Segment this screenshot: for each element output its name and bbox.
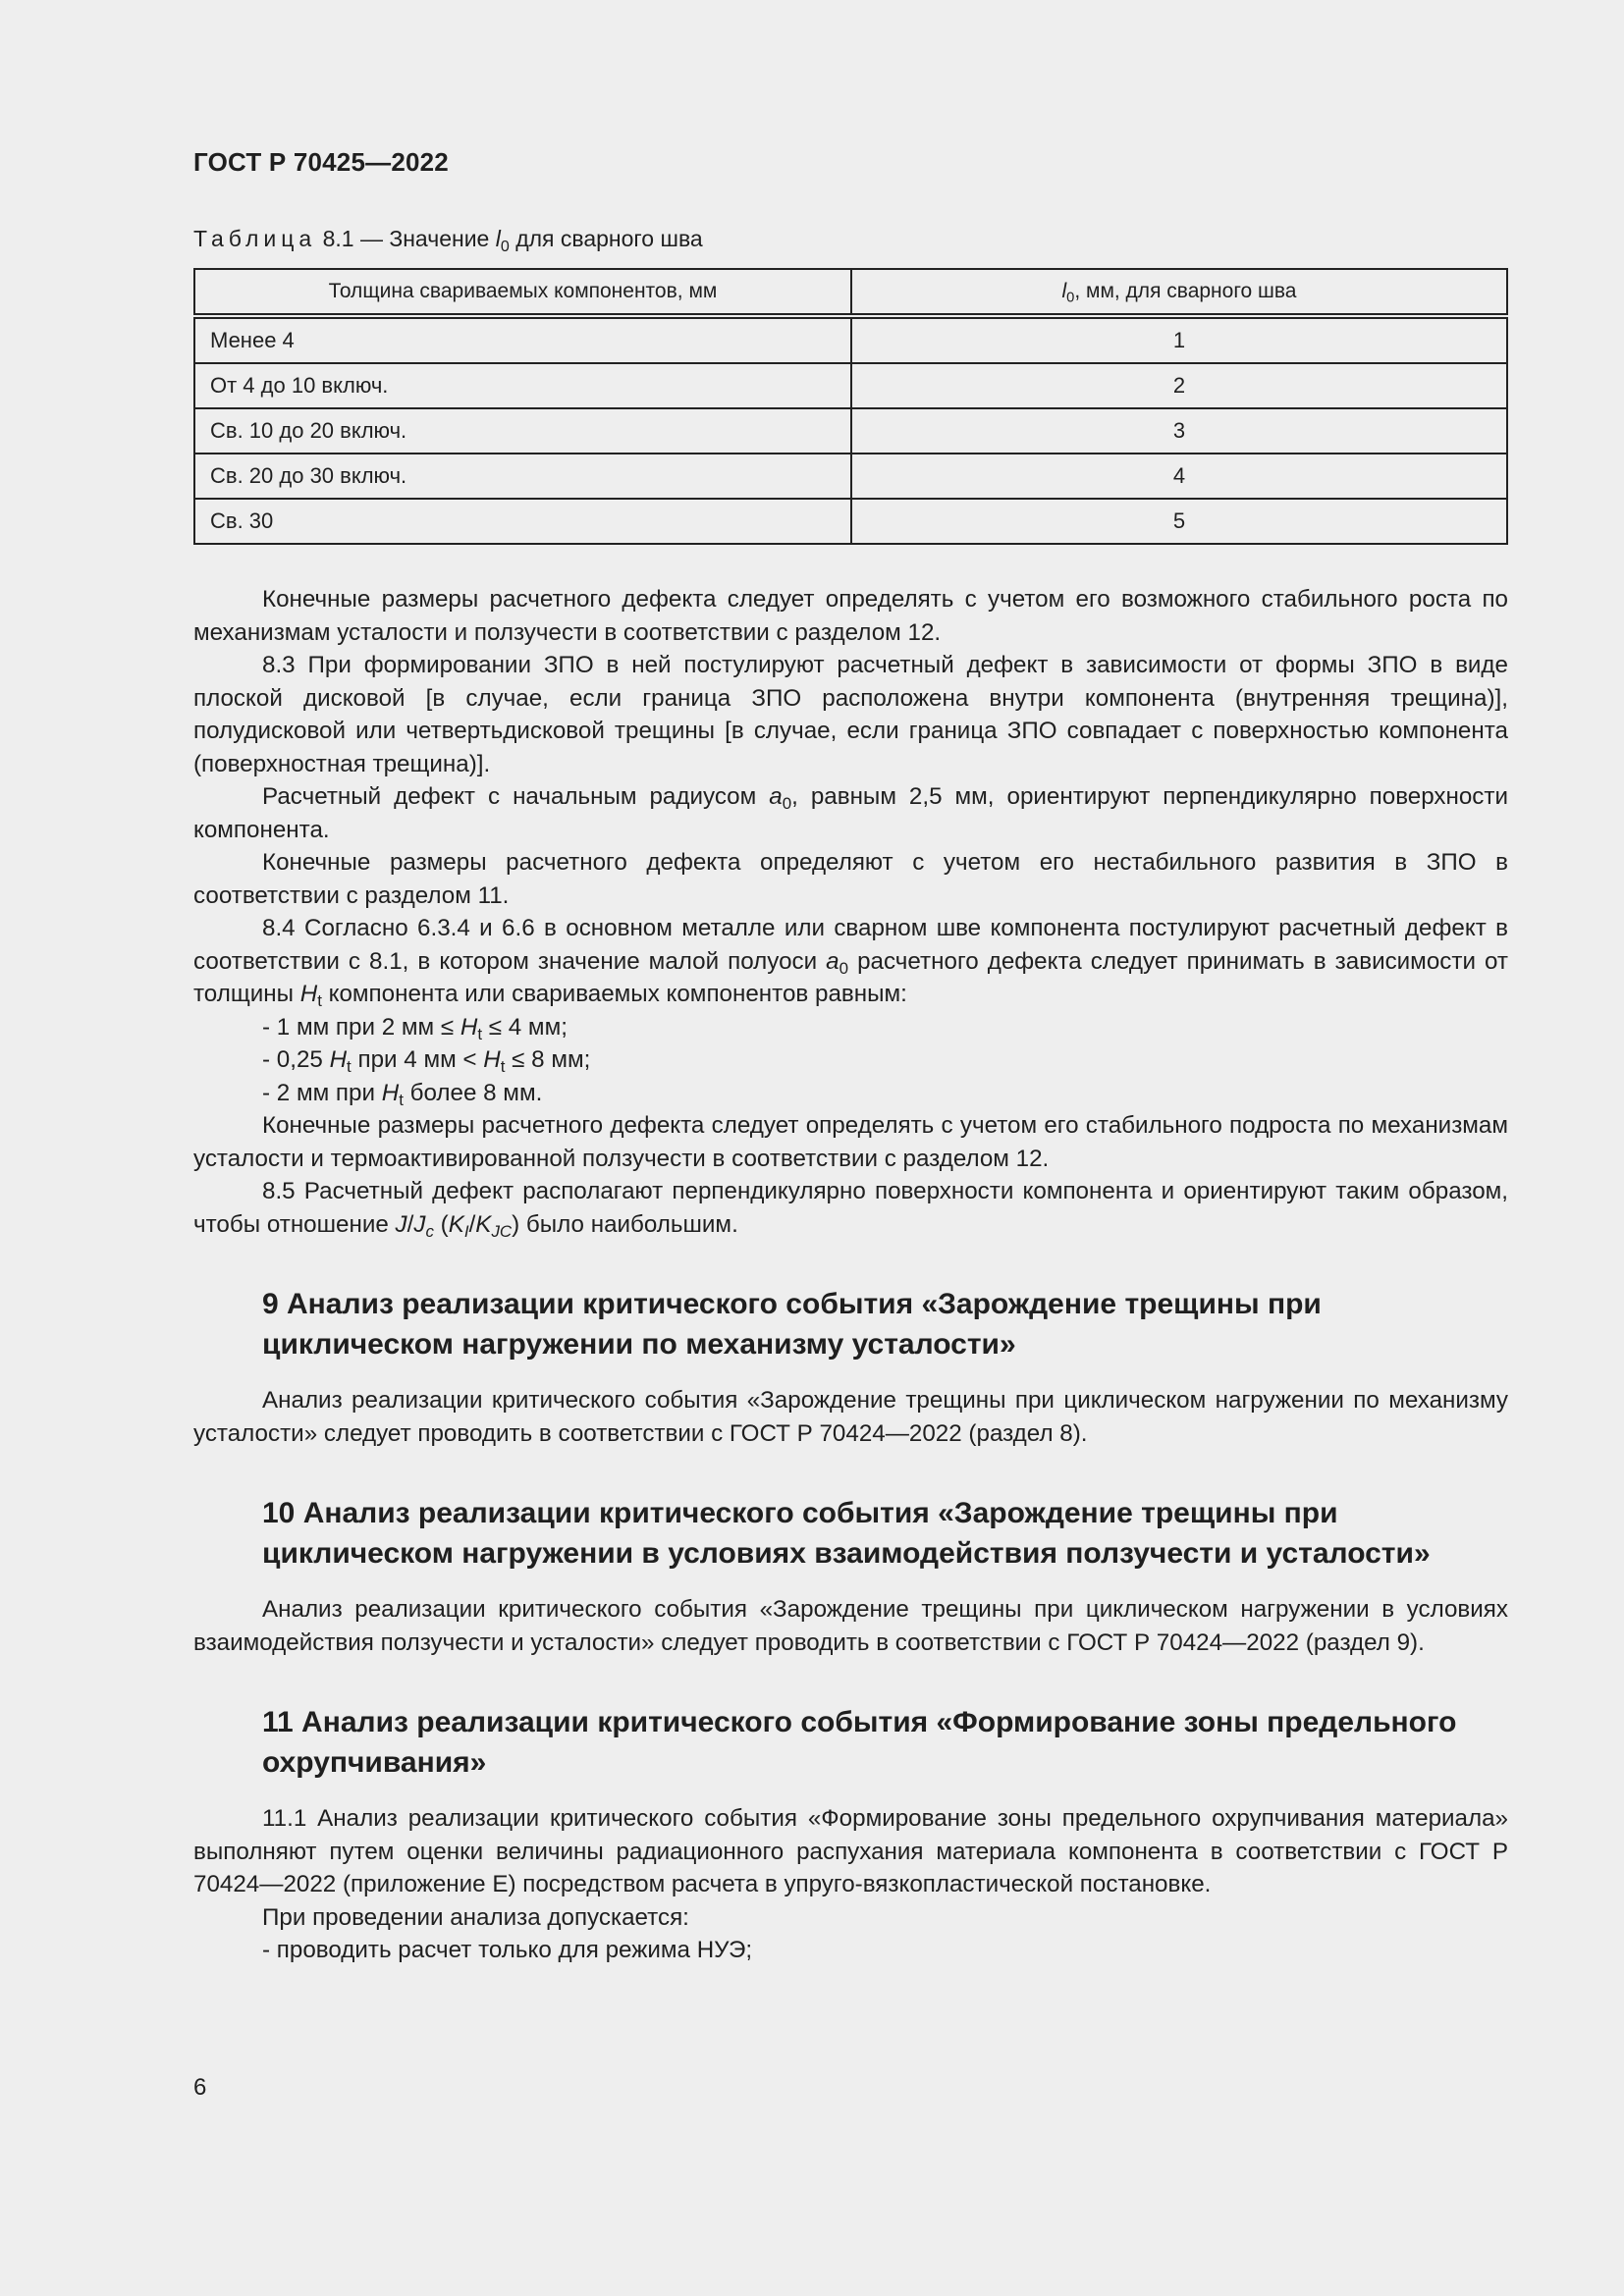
symbol-j: J [395, 1210, 407, 1238]
subscript: t [477, 1024, 483, 1043]
symbol-h: H [483, 1046, 501, 1073]
table-caption-subscript: 0 [500, 237, 510, 255]
cell-thickness: Св. 30 [194, 499, 851, 544]
column-header-l0 [851, 269, 1507, 316]
list-item: - проводить расчет только для режима НУЭ; [262, 1937, 753, 1963]
column-header-subscript: 0 [1066, 290, 1075, 306]
table-caption-number: 8.1 [322, 226, 354, 251]
table-header-row [194, 269, 1507, 316]
subscript: t [500, 1057, 506, 1077]
section-9-paragraph: Анализ реализации критического события «Зарождение трещины при циклическом нагружении по механизму усталости» следует проводить в соответствии с ГОСТ Р 70424—2022 (раздел 8). [193, 1387, 1508, 1447]
column-header-text: , мм, для сварного шва [1074, 280, 1297, 302]
cell-value: 4 [851, 454, 1507, 499]
text-run: более 8 мм. [403, 1079, 543, 1106]
text-run: 8.4 Согласно 6.3.4 и 6.6 в основном металле или сварном шве компонента постулируют расчетный дефект в соответствии с 8.1, в котором значение малой полуоси [193, 915, 1508, 975]
page-number: 6 [193, 2074, 207, 2101]
symbol-a: a [826, 947, 839, 975]
table-row [194, 499, 1507, 544]
subscript: 0 [782, 794, 792, 814]
column-header-symbol: l [1061, 280, 1067, 302]
text-run: - 1 мм при 2 мм ≤ [262, 1013, 460, 1041]
text-run: при 4 мм < [351, 1046, 484, 1073]
text-run: ≤ 8 мм; [505, 1046, 591, 1073]
text-run: ≤ 4 мм; [482, 1013, 568, 1041]
subscript: 0 [839, 958, 849, 978]
section-9-heading: 9 Анализ реализации критического события «Зарождение трещины при циклическом нагружении по механизму усталости» [262, 1288, 1322, 1361]
subscript: t [317, 991, 322, 1011]
symbol-h: H [460, 1013, 478, 1041]
table-caption [193, 226, 703, 255]
cell-thickness: Менее 4 [194, 316, 851, 363]
cell-thickness: От 4 до 10 включ. [194, 363, 851, 408]
weld-l0-table [193, 268, 1508, 545]
symbol-h: H [299, 981, 318, 1007]
text-run: ( [433, 1210, 449, 1238]
text-run: компонента или свариваемых компонентов равным: [321, 981, 907, 1007]
paragraph-unstable-growth: Конечные размеры расчетного дефекта определяют с учетом его нестабильного развития в ЗПО в соответствии с разделом 11. [193, 849, 1508, 909]
cell-value: 1 [851, 316, 1507, 363]
list-item [193, 1043, 1508, 1077]
cell-thickness: Св. 10 до 20 включ. [194, 408, 851, 454]
paragraph-8-3: 8.3 При формировании ЗПО в ней постулируют расчетный дефект в зависимости от формы ЗПО в виде плоской дисковой [в случае, если граница ЗПО расположена внутри компонента (внутренняя трещина)], полудисковой или четвертьдисковой трещины [в случае, если граница ЗПО совпадает с поверхностью компонента (поверхностная трещина)]. [193, 652, 1508, 777]
table-caption-text-after: для сварного шва [509, 226, 703, 251]
document-code-header: ГОСТ Р 70425—2022 [193, 147, 449, 177]
text-run: / [468, 1210, 476, 1238]
symbol-h: H [329, 1046, 348, 1073]
section-11-heading: 11 Анализ реализации критического события «Формирование зоны предельного охрупчивания» [262, 1706, 1457, 1779]
text-run: ) было наибольшим. [512, 1210, 738, 1238]
table-row [194, 363, 1507, 408]
table-row [194, 316, 1507, 363]
paragraph-8-4 [193, 912, 1508, 1011]
subscript: t [347, 1057, 352, 1077]
symbol-j: J [413, 1210, 426, 1238]
cell-value: 3 [851, 408, 1507, 454]
body-text [193, 583, 1508, 1967]
table-caption-symbol: l [495, 226, 501, 251]
subscript: JC [491, 1221, 513, 1241]
text-run: 8.5 Расчетный дефект располагают перпендикулярно поверхности компонента и ориентируют таким образом, чтобы отношение [193, 1178, 1508, 1238]
subscript: c [425, 1221, 434, 1241]
section-10-heading: 10 Анализ реализации критического события «Зарождение трещины при циклическом нагружении в условиях взаимодействия ползучести и усталости» [262, 1497, 1431, 1570]
table-row [194, 408, 1507, 454]
table-caption-word: Таблица [193, 226, 317, 251]
cell-thickness: Св. 20 до 30 включ. [194, 454, 851, 499]
symbol-h: H [381, 1079, 400, 1106]
text-run: расчетного дефекта следует принимать в зависимости от толщины [193, 947, 1508, 1007]
subscript: t [399, 1090, 404, 1109]
table-row [194, 454, 1507, 499]
text-run: / [406, 1210, 414, 1238]
section-10-paragraph: Анализ реализации критического события «Зарождение трещины при циклическом нагружении в условиях взаимодействия ползучести и усталости» следует проводить в соответствии с ГОСТ Р 70424—2022 (раздел 9). [193, 1596, 1508, 1656]
cell-value: 2 [851, 363, 1507, 408]
paragraph-8-5 [193, 1175, 1508, 1241]
subscript: I [463, 1221, 469, 1241]
symbol-k: K [475, 1210, 492, 1238]
text-run: - 0,25 [262, 1046, 330, 1073]
paragraph-stable-growth: Конечные размеры расчетного дефекта следует определять с учетом его стабильного подроста по механизмам усталости и термоактивированной ползучести в соответствии с разделом 12. [193, 1112, 1508, 1172]
paragraph-final-defect-size: Конечные размеры расчетного дефекта следует определять с учетом его возможного стабильного роста по механизмам усталости и ползучести в соответствии с разделом 12. [193, 586, 1508, 646]
text-run: - 2 мм при [262, 1079, 382, 1106]
cell-value: 5 [851, 499, 1507, 544]
symbol-a: a [769, 783, 783, 810]
section-11-paragraph-1: 11.1 Анализ реализации критического события «Формирование зоны предельного охрупчивания материала» выполняют путем оценки величины радиационного распухания материала компонента в соответствии с ГОСТ Р 70424—2022 (приложение Е) посредством расчета в упруго-вязкопластической постановке. [193, 1805, 1508, 1897]
text-run: , равным 2,5 мм, ориентируют перпендикулярно поверхности компонента. [193, 783, 1508, 843]
section-11-paragraph-2: При проведении анализа допускается: [262, 1903, 689, 1931]
paragraph-initial-radius [193, 780, 1508, 846]
list-item [193, 1011, 1508, 1044]
text-run: Расчетный дефект с начальным радиусом [262, 783, 770, 810]
list-item [193, 1077, 1508, 1110]
table-caption-text-before: — Значение [359, 226, 496, 251]
symbol-k: K [448, 1210, 464, 1238]
column-header-thickness: Толщина свариваемых компонентов, мм [194, 269, 851, 316]
